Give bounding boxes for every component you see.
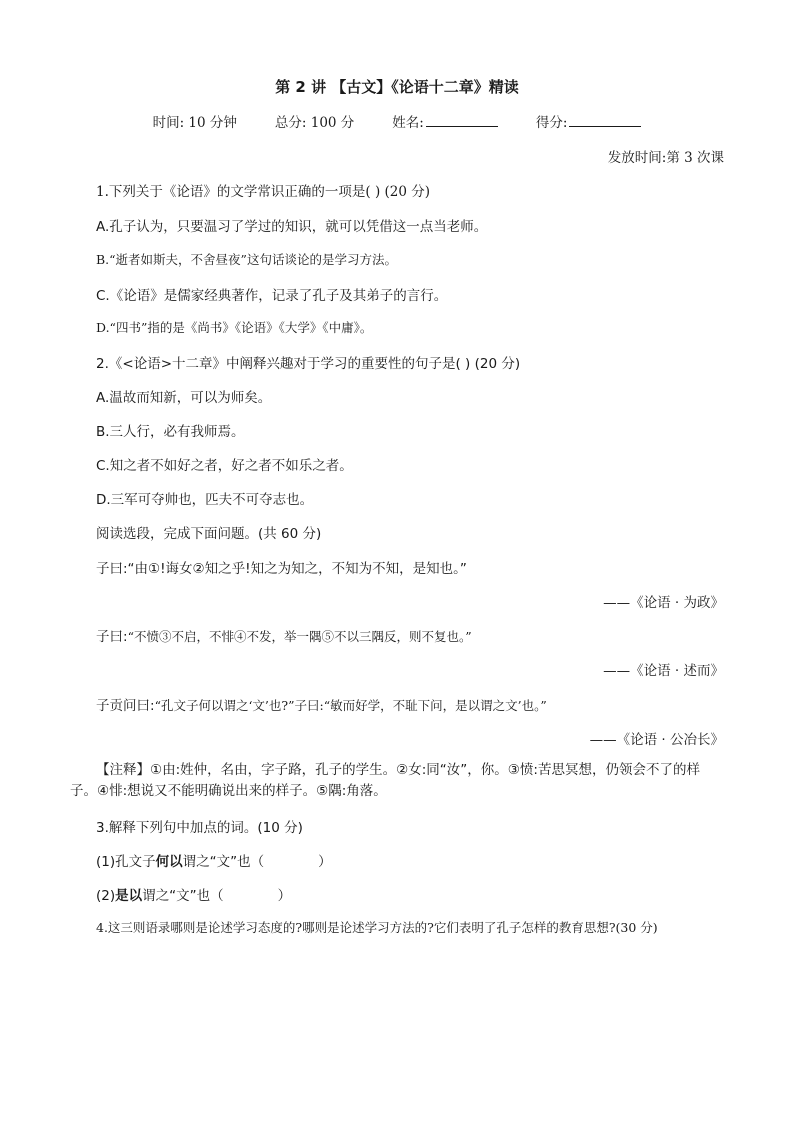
release-time: 发放时间:第 3 次课 — [607, 150, 724, 166]
q1-option-b: B.“逝者如斯夫，不舍昼夜”这句话谈论的是学习方法。 — [96, 252, 397, 267]
source-2: ——《论语 · 述而》 — [603, 663, 724, 679]
page-title: 第 2 讲 【古文】《论语十二章》精读 — [275, 78, 519, 96]
passage-3-text: “孔文子何以谓之‘文’也?”子曰:“敏而好学，不耻下问，是以谓之文’也。” — [154, 698, 547, 713]
name-field[interactable] — [392, 111, 498, 131]
q3-item-2-close: ） — [277, 888, 292, 904]
source-1: ——《论语 · 为政》 — [603, 595, 724, 611]
q1-option-a: A.孔子认为，只要温习了学过的知识，就可以凭借这一点当老师。 — [96, 219, 488, 235]
q2-option-a: A.温故而知新，可以为师矣。 — [96, 390, 272, 406]
q2-option-c: C.知之者不如好之者，好之者不如乐之者。 — [96, 458, 353, 474]
grade-field[interactable] — [536, 111, 642, 131]
q2-option-b: B.三人行，必有我师焉。 — [96, 424, 245, 440]
q2-option-d: D.三军可夺帅也，匹夫不可夺志也。 — [96, 492, 314, 508]
passage-2 — [96, 625, 472, 645]
source-3: ——《论语 · 公冶长》 — [589, 732, 724, 748]
q3-item-2-prefix: (2) — [96, 888, 116, 904]
q3-item-2 — [96, 884, 291, 904]
q3-item-1 — [96, 850, 332, 870]
passage-2-prefix: 子曰: — [96, 629, 128, 645]
name-blank[interactable] — [426, 112, 498, 127]
q3-stem: 3.解释下列句中加点的词。(10 分) — [96, 820, 303, 836]
passage-1: 子曰:“由①!诲女②知之乎!知之为知之，不知为不知，是知也。” — [96, 561, 467, 577]
q3-item-2-suffix: 谓之“文”也（ — [142, 888, 224, 904]
passage-3 — [96, 694, 547, 714]
grade-blank[interactable] — [569, 112, 641, 127]
q3-item-1-prefix: (1)孔文子 — [96, 854, 156, 870]
q1-option-c: C.《论语》是儒家经典著作，记录了孔子及其弟子的言行。 — [96, 288, 448, 304]
q3-item-1-keyword: 何以 — [155, 854, 183, 870]
annotations: 【注释】①由:姓仲，名由，字子路，孔子的学生。②女:同“汝”，你。③愤:苦思冥想，仍领会不了的样子。④悱:想说又不能明确说出来的样子。⑤隅:角落。 — [70, 762, 700, 799]
q4-stem: 4.这三则语录哪则是论述学习态度的?哪则是论述学习方法的?它们表明了孔子怎样的教育思想?(30 分) — [96, 920, 658, 935]
score-info: 总分: 100 分 — [274, 115, 355, 131]
q1-option-d: D.“四书”指的是《尚书》《论语》《大学》《中庸》。 — [96, 320, 373, 335]
passage-3-prefix: 子贡问曰: — [96, 698, 155, 714]
time-info: 时间: 10 分钟 — [152, 115, 237, 131]
q3-item-2-keyword: 是以 — [115, 888, 143, 904]
q3-item-1-close: ） — [318, 854, 332, 870]
q3-item-1-suffix: 谓之“文”也（ — [182, 854, 265, 870]
grade-label: 得分: — [535, 115, 568, 131]
meta-row — [0, 111, 794, 131]
reading-intro: 阅读选段，完成下面问题。(共 60 分) — [96, 526, 322, 542]
passage-2-text: “不愤③不启，不悱④不发，举一隅⑤不以三隅反，则不复也。” — [127, 629, 472, 644]
q1-stem: 1.下列关于《论语》的文学常识正确的一项是( ) (20 分) — [96, 184, 430, 200]
q2-stem: 2.《<论语>十二章》中阐释兴趣对于学习的重要性的句子是( ) (20 分) — [96, 356, 521, 372]
name-label: 姓名: — [392, 115, 424, 131]
